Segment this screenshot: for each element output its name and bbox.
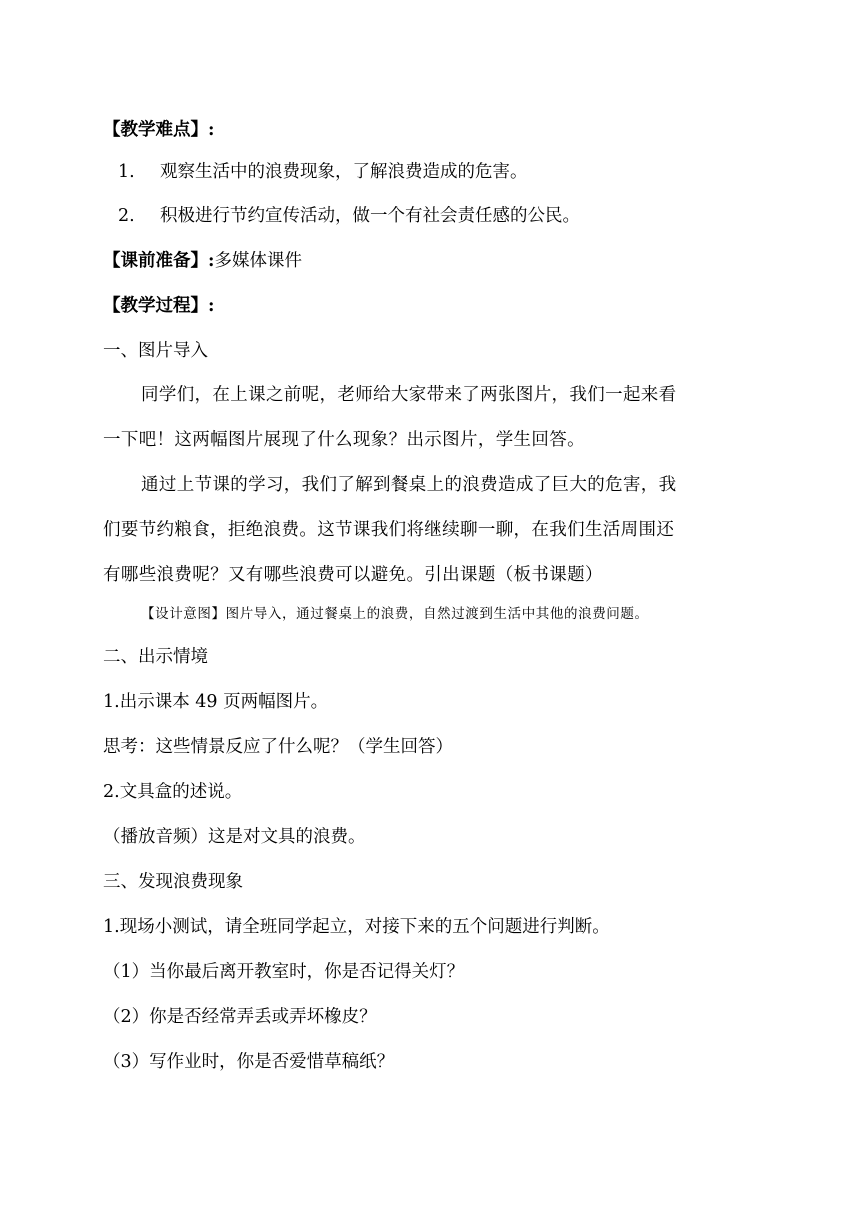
section3-line1: 1.现场小测试，请全班同学起立，对接下来的五个问题进行判断。	[103, 917, 610, 937]
section1-para2-line3: 有哪些浪费呢？又有哪些浪费可以避免。引出课题（板书课题）	[103, 565, 603, 585]
section1-para1-line1: 同学们，在上课之前呢，老师给大家带来了两张图片，我们一起来看	[141, 385, 677, 405]
design-intent-note: 【设计意图】图片导入，通过餐桌上的浪费，自然过渡到生活中其他的浪费问题。	[141, 606, 649, 622]
section2-title: 二、出示情境	[103, 647, 208, 667]
list-item-text: 观察生活中的浪费现象，了解浪费造成的危害。	[160, 162, 528, 182]
section2-line1: 1.出示课本 49 页两幅图片。	[103, 692, 329, 712]
list-number: 1.	[118, 162, 135, 182]
difficulty-heading: 【教学难点】:	[103, 120, 215, 140]
section2-line4: （播放音频）这是对文具的浪费。	[103, 827, 366, 847]
section1-para2-line1: 通过上节课的学习，我们了解到餐桌上的浪费造成了巨大的危害，我	[141, 475, 677, 495]
difficulty-item-1	[118, 160, 778, 184]
difficulty-item-2	[118, 204, 778, 228]
section3-title: 三、发现浪费现象	[103, 872, 243, 892]
question-2: （2）你是否经常弄丢或弄坏橡皮？	[103, 1007, 377, 1027]
question-1: （1）当你最后离开教室时，你是否记得关灯？	[103, 962, 465, 982]
question-3: （3）写作业时，你是否爱惜草稿纸？	[103, 1052, 395, 1072]
preparation-heading: 【课前准备】:	[103, 251, 215, 271]
section2-line2: 思考：这些情景反应了什么呢？（学生回答）	[103, 737, 453, 757]
section1-title: 一、图片导入	[103, 341, 208, 361]
list-number: 2.	[118, 206, 135, 226]
section2-line3: 2.文具盒的述说。	[103, 782, 243, 802]
list-item-text: 积极进行节约宣传活动，做一个有社会责任感的公民。	[160, 206, 580, 226]
section1-para2-line2: 们要节约粮食，拒绝浪费。这节课我们将继续聊一聊，在我们生活周围还	[103, 520, 675, 540]
preparation-line	[103, 249, 763, 273]
process-heading: 【教学过程】:	[103, 296, 215, 316]
section1-para1-line2: 一下吧！这两幅图片展现了什么现象？出示图片，学生回答。	[103, 430, 585, 450]
preparation-text: 多媒体课件	[214, 251, 302, 271]
